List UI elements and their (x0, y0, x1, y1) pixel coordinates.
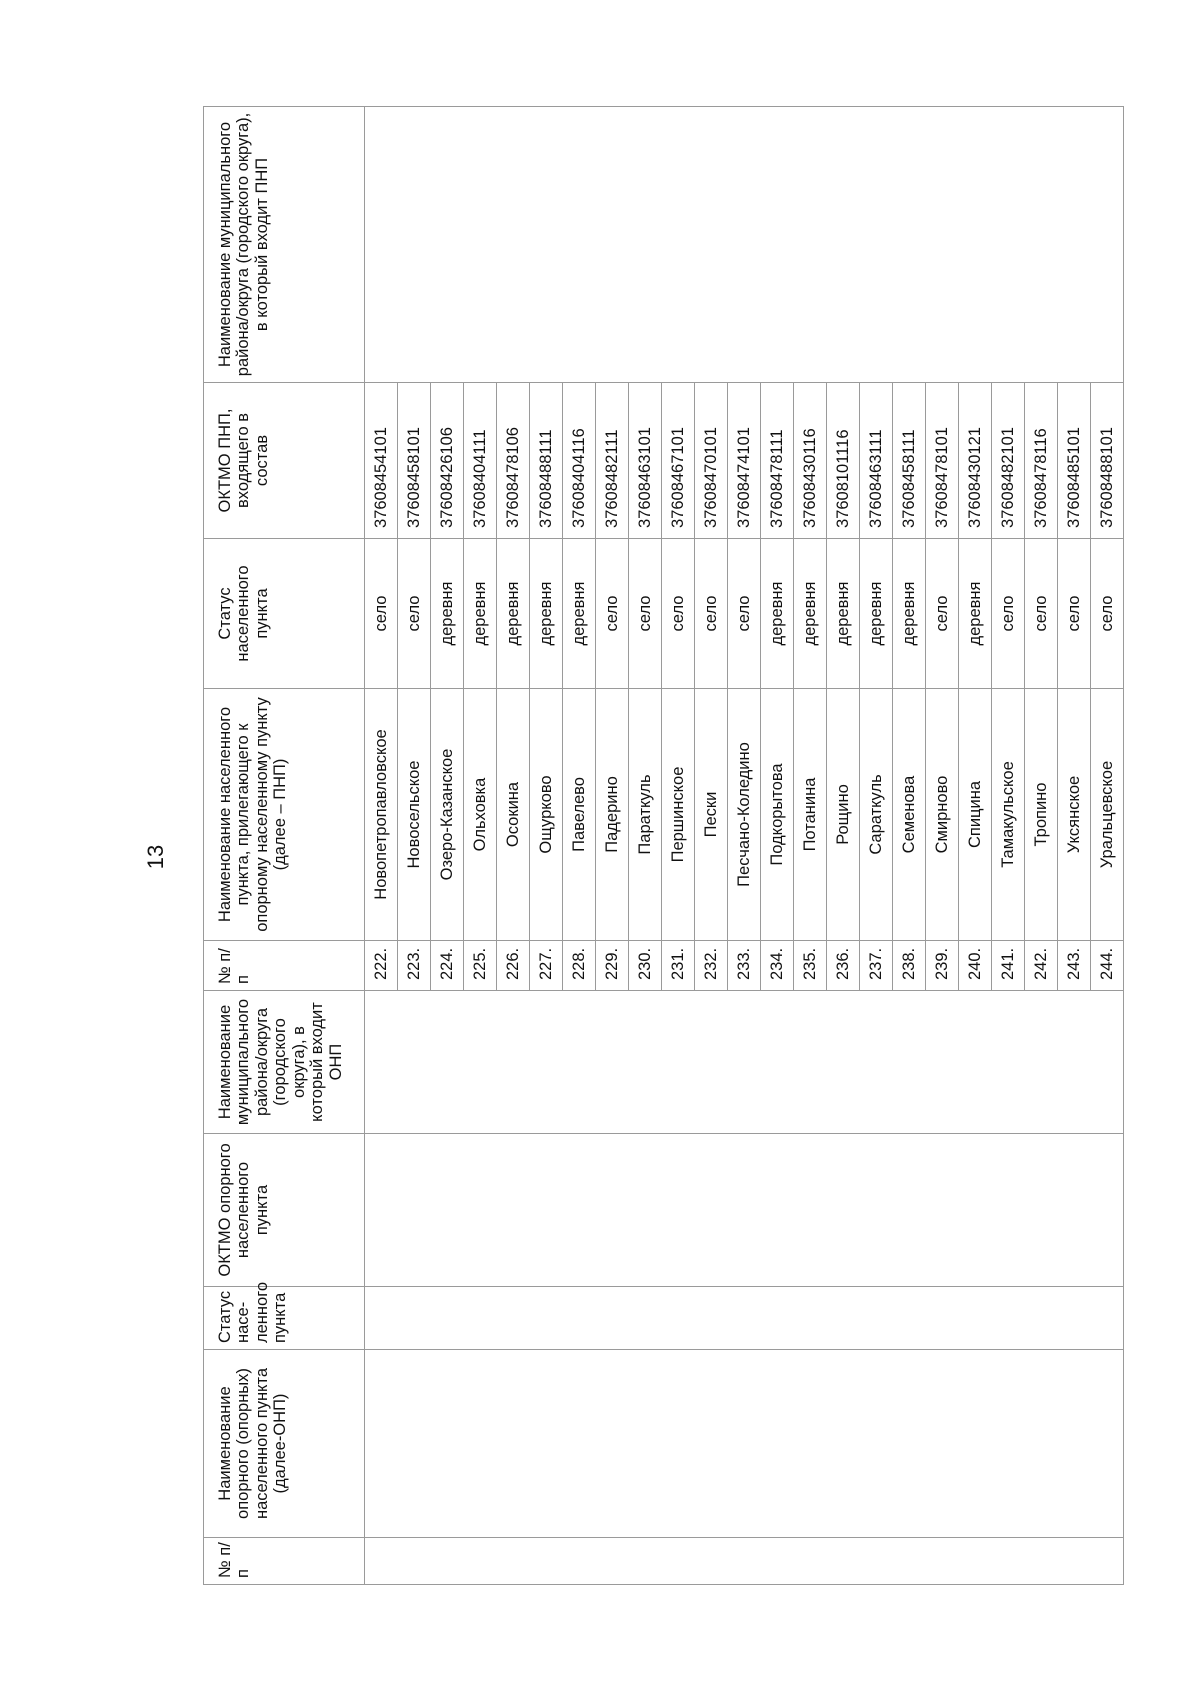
header-onp-status: Статус насе-ленного пункта (204, 1287, 365, 1350)
pnp-name-cell: Падерино (596, 689, 629, 941)
table-row (365, 107, 398, 1585)
onp-num-cell (365, 1538, 1124, 1585)
pnp-oktmo-cell: 37608430116 (794, 383, 827, 539)
pnp-num-cell: 235. (794, 941, 827, 991)
pnp-status-cell: деревня (497, 539, 530, 689)
pnp-status-cell: село (728, 539, 761, 689)
rotated-table-container (203, 107, 1158, 1585)
pnp-status-cell: село (1025, 539, 1058, 689)
pnp-status-cell: деревня (761, 539, 794, 689)
pnp-name-cell: Ольховка (464, 689, 497, 941)
pnp-district-cell (365, 107, 1124, 383)
table-body (365, 107, 1124, 1585)
pnp-status-cell: деревня (794, 539, 827, 689)
pnp-name-cell: Озеро-Казанское (431, 689, 464, 941)
pnp-oktmo-cell: 37608478111 (761, 383, 794, 539)
header-pnp-district: Наименование муниципального района/округа (городского округа), в который входит ПНП (204, 107, 365, 383)
pnp-oktmo-cell: 37608478116 (1025, 383, 1058, 539)
header-pnp-name: Наименование населенного пункта, прилегающего к опорному населенному пункту (далее – ПНП) (204, 689, 365, 941)
pnp-name-cell: Тропино (1025, 689, 1058, 941)
pnp-status-cell: село (398, 539, 431, 689)
pnp-oktmo-cell: 37608482111 (596, 383, 629, 539)
pnp-oktmo-cell: 37608458111 (893, 383, 926, 539)
pnp-oktmo-cell: 37608430121 (959, 383, 992, 539)
pnp-num-cell: 228. (563, 941, 596, 991)
pnp-status-cell: село (926, 539, 959, 689)
pnp-name-cell: Першинское (662, 689, 695, 941)
pnp-oktmo-cell: 37608404116 (563, 383, 596, 539)
pnp-oktmo-cell: 37608478101 (926, 383, 959, 539)
onp-status-cell (365, 1287, 1124, 1350)
pnp-oktmo-cell: 37608101116 (827, 383, 860, 539)
pnp-name-cell: Уксянское (1058, 689, 1091, 941)
pnp-name-cell: Подкорытова (761, 689, 794, 941)
pnp-oktmo-cell: 37608478106 (497, 383, 530, 539)
pnp-num-cell: 243. (1058, 941, 1091, 991)
pnp-status-cell: село (365, 539, 398, 689)
pnp-status-cell: деревня (827, 539, 860, 689)
page-number: 13 (143, 844, 168, 870)
pnp-num-cell: 238. (893, 941, 926, 991)
pnp-name-cell: Рощино (827, 689, 860, 941)
pnp-num-cell: 222. (365, 941, 398, 991)
pnp-num-cell: 239. (926, 941, 959, 991)
pnp-oktmo-cell: 37608482101 (992, 383, 1025, 539)
pnp-status-cell: деревня (464, 539, 497, 689)
pnp-num-cell: 241. (992, 941, 1025, 991)
pnp-status-cell: деревня (959, 539, 992, 689)
header-pnp-oktmo: ОКТМО ПНП, входящего в состав (204, 383, 365, 539)
pnp-num-cell: 236. (827, 941, 860, 991)
pnp-status-cell: село (1058, 539, 1091, 689)
pnp-name-cell: Осокина (497, 689, 530, 941)
pnp-name-cell: Смирново (926, 689, 959, 941)
pnp-name-cell: Параткуль (629, 689, 662, 941)
pnp-num-cell: 233. (728, 941, 761, 991)
pnp-oktmo-cell: 37608404111 (464, 383, 497, 539)
pnp-num-cell: 224. (431, 941, 464, 991)
pnp-num-cell: 242. (1025, 941, 1058, 991)
pnp-num-cell: 231. (662, 941, 695, 991)
pnp-name-cell: Сараткуль (860, 689, 893, 941)
pnp-num-cell: 244. (1091, 941, 1124, 991)
pnp-status-cell: деревня (563, 539, 596, 689)
onp-name-cell (365, 1350, 1124, 1538)
pnp-status-cell: село (695, 539, 728, 689)
pnp-name-cell: Пески (695, 689, 728, 941)
pnp-num-cell: 229. (596, 941, 629, 991)
pnp-name-cell: Семенова (893, 689, 926, 941)
onp-oktmo-cell (365, 1134, 1124, 1287)
pnp-status-cell: село (1091, 539, 1124, 689)
pnp-oktmo-cell: 37608463101 (629, 383, 662, 539)
pnp-name-cell: Песчано-Коледино (728, 689, 761, 941)
pnp-oktmo-cell: 37608426106 (431, 383, 464, 539)
pnp-num-cell: 230. (629, 941, 662, 991)
header-pnp-num: № п/п (204, 941, 365, 991)
pnp-num-cell: 225. (464, 941, 497, 991)
header-onp-num: № п/п (204, 1538, 365, 1585)
pnp-num-cell: 240. (959, 941, 992, 991)
table-header-row (204, 107, 365, 1585)
pnp-name-cell: Тамакульское (992, 689, 1025, 941)
pnp-name-cell: Ощурково (530, 689, 563, 941)
pnp-num-cell: 232. (695, 941, 728, 991)
settlements-table (203, 106, 1124, 1585)
header-onp-name: Наименование опорного (опорных) населенного пункта (далее-ОНП) (204, 1350, 365, 1538)
pnp-status-cell: село (662, 539, 695, 689)
pnp-name-cell: Павелево (563, 689, 596, 941)
pnp-name-cell: Уральцевское (1091, 689, 1124, 941)
pnp-status-cell: село (629, 539, 662, 689)
pnp-status-cell: деревня (530, 539, 563, 689)
pnp-status-cell: деревня (860, 539, 893, 689)
pnp-oktmo-cell: 37608488101 (1091, 383, 1124, 539)
pnp-oktmo-cell: 37608488111 (530, 383, 563, 539)
pnp-status-cell: село (992, 539, 1025, 689)
pnp-status-cell: деревня (431, 539, 464, 689)
pnp-num-cell: 223. (398, 941, 431, 991)
pnp-oktmo-cell: 37608467101 (662, 383, 695, 539)
pnp-num-cell: 227. (530, 941, 563, 991)
header-onp-oktmo: ОКТМО опорного населенного пункта (204, 1134, 365, 1287)
pnp-oktmo-cell: 37608454101 (365, 383, 398, 539)
pnp-num-cell: 237. (860, 941, 893, 991)
pnp-name-cell: Новопетропавловское (365, 689, 398, 941)
pnp-oktmo-cell: 37608474101 (728, 383, 761, 539)
header-onp-district: Наименование муниципального района/округа (городского округа), в который входит ОНП (204, 991, 365, 1134)
pnp-oktmo-cell: 37608463111 (860, 383, 893, 539)
pnp-name-cell: Потанина (794, 689, 827, 941)
onp-district-cell (365, 991, 1124, 1134)
pnp-oktmo-cell: 37608485101 (1058, 383, 1091, 539)
pnp-status-cell: село (596, 539, 629, 689)
pnp-oktmo-cell: 37608470101 (695, 383, 728, 539)
pnp-name-cell: Новосельское (398, 689, 431, 941)
pnp-name-cell: Спицина (959, 689, 992, 941)
pnp-status-cell: деревня (893, 539, 926, 689)
pnp-num-cell: 226. (497, 941, 530, 991)
pnp-oktmo-cell: 37608458101 (398, 383, 431, 539)
pnp-num-cell: 234. (761, 941, 794, 991)
header-pnp-status: Статус населенного пункта (204, 539, 365, 689)
